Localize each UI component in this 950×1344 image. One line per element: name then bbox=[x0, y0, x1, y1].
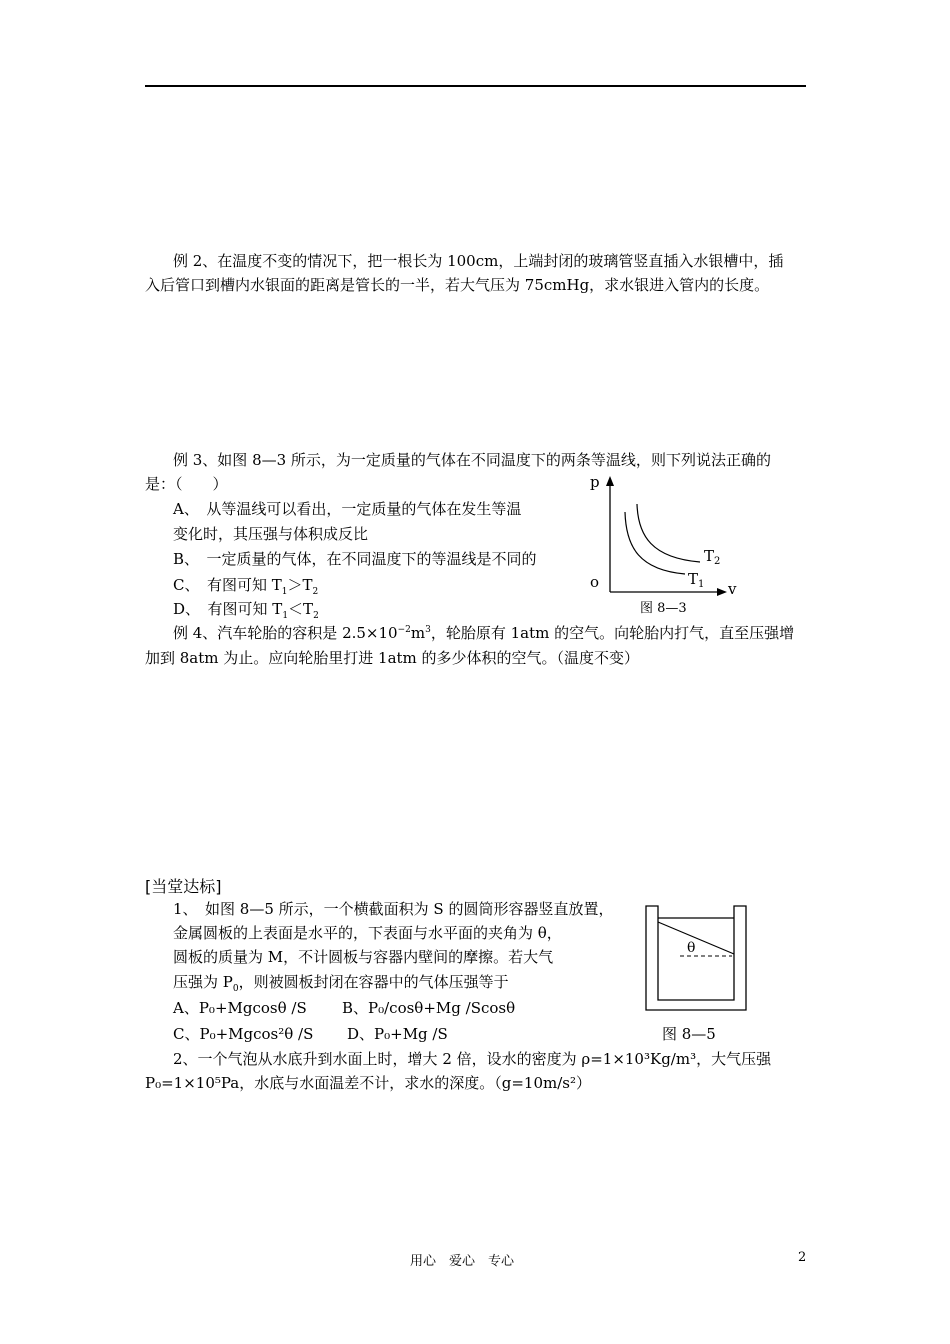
question-2-line-1: 2、一个气泡从水底升到水面上时，增大 2 倍，设水的密度为 ρ=1×10³Kg/m³，大气压强 bbox=[173, 1050, 772, 1068]
container-walls bbox=[646, 906, 746, 1010]
example-3-option-a-line-2: 变化时，其压强与体积成反比 bbox=[173, 525, 369, 543]
question-1-line-1: 1、 如图 8—5 所示，一个横截面积为 S 的圆筒形容器竖直放置， bbox=[173, 900, 614, 918]
option-d-text: ＜T bbox=[288, 600, 314, 618]
option-d-text: D、 有图可知 T bbox=[173, 600, 283, 618]
example-3-option-b: B、 一定质量的气体，在不同温度下的等温线是不同的 bbox=[173, 550, 537, 568]
figure-8-3-caption: 图 8—3 bbox=[640, 601, 687, 616]
isotherm-t2-curve bbox=[637, 504, 700, 562]
question-1-option-d: D、P₀+Mg /S bbox=[347, 1025, 448, 1043]
p-axis-label: p bbox=[590, 473, 600, 491]
question-1-option-b: B、P₀/cosθ+Mg /Scosθ bbox=[342, 999, 516, 1017]
ex4-text: ，轮胎原有 1atm 的空气。向轮胎内打气，直至压强增 bbox=[430, 624, 795, 642]
subscript: 1 bbox=[282, 611, 289, 621]
question-1-line-3: 圆板的质量为 M，不计圆板与容器内壁间的摩擦。若大气 bbox=[173, 948, 554, 966]
v-axis-label: v bbox=[728, 580, 737, 598]
question-1-line-2: 金属圆板的上表面是水平的，下表面与水平面的夹角为 θ， bbox=[173, 924, 562, 942]
example-3-option-d bbox=[173, 598, 319, 621]
origin-label: o bbox=[590, 573, 600, 591]
ex4-text: m bbox=[410, 624, 426, 642]
option-c-text: C、 有图可知 T bbox=[173, 576, 282, 594]
option-c-text: ＞T bbox=[287, 576, 313, 594]
subscript: 0 bbox=[232, 984, 239, 994]
page-number: 2 bbox=[798, 1250, 807, 1265]
example-2-line-2: 入后管口到槽内水银面的距离是管长的一半，若大气压为 75cmHg，求水银进入管内的长度。 bbox=[145, 276, 770, 294]
t1-letter: T bbox=[688, 570, 699, 588]
t2-subscript: 2 bbox=[714, 556, 721, 567]
q1-text: 压强为 P bbox=[173, 973, 233, 991]
subscript: 1 bbox=[281, 587, 288, 597]
t1-subscript: 1 bbox=[698, 579, 705, 590]
q1-text: ，则被圆板封闭在容器中的气体压强等于 bbox=[238, 973, 509, 991]
example-3-line-1: 例 3、如图 8—3 所示，为一定质量的气体在不同温度下的两条等温线，则下列说法正确的 bbox=[173, 451, 771, 469]
x-axis-arrow bbox=[717, 588, 727, 596]
question-1-option-c: C、P₀+Mgcos²θ /S bbox=[173, 1025, 314, 1043]
plate-bottom-surface bbox=[658, 922, 734, 954]
footer-motto: 用心 爱心 专心 bbox=[410, 1254, 515, 1269]
figure-8-3-isotherm-graph bbox=[580, 468, 750, 618]
example-3-line-2: 是：（ ） bbox=[145, 475, 228, 493]
t2-label bbox=[704, 547, 720, 567]
header-rule bbox=[145, 85, 806, 87]
isotherm-t1-curve bbox=[625, 512, 685, 574]
y-axis-arrow bbox=[606, 476, 614, 486]
t2-letter: T bbox=[704, 547, 715, 565]
example-4-line-1 bbox=[145, 622, 794, 645]
example-2-line-1: 例 2、在温度不变的情况下，把一根长为 100cm，上端封闭的玻璃管竖直插入水银槽中，插 bbox=[173, 252, 784, 270]
figure-8-5-caption: 图 8—5 bbox=[662, 1025, 716, 1043]
question-1-line-4 bbox=[173, 971, 509, 994]
example-3-option-c bbox=[173, 574, 318, 597]
subscript: 2 bbox=[313, 611, 319, 621]
figure-8-5-container-diagram bbox=[640, 902, 752, 1022]
question-2-line-2: P₀=1×10⁵Pa，水底与水面温差不计，求水的深度。（g=10m/s²） bbox=[145, 1074, 591, 1092]
superscript: −2 bbox=[397, 625, 411, 635]
ex4-text: 例 4、汽车轮胎的容积是 2.5×10 bbox=[173, 624, 398, 642]
section-heading: [当堂达标] bbox=[145, 877, 222, 896]
superscript: 3 bbox=[425, 625, 431, 635]
example-3-option-a-line-1: A、 从等温线可以看出，一定质量的气体在发生等温 bbox=[173, 500, 522, 518]
t1-label bbox=[688, 570, 704, 590]
example-4-line-2: 加到 8atm 为止。应向轮胎里打进 1atm 的多少体积的空气。（温度不变） bbox=[145, 649, 640, 667]
theta-label: θ bbox=[687, 940, 696, 956]
subscript: 2 bbox=[312, 587, 319, 597]
question-1-option-a: A、P₀+Mgcosθ /S bbox=[173, 999, 307, 1017]
